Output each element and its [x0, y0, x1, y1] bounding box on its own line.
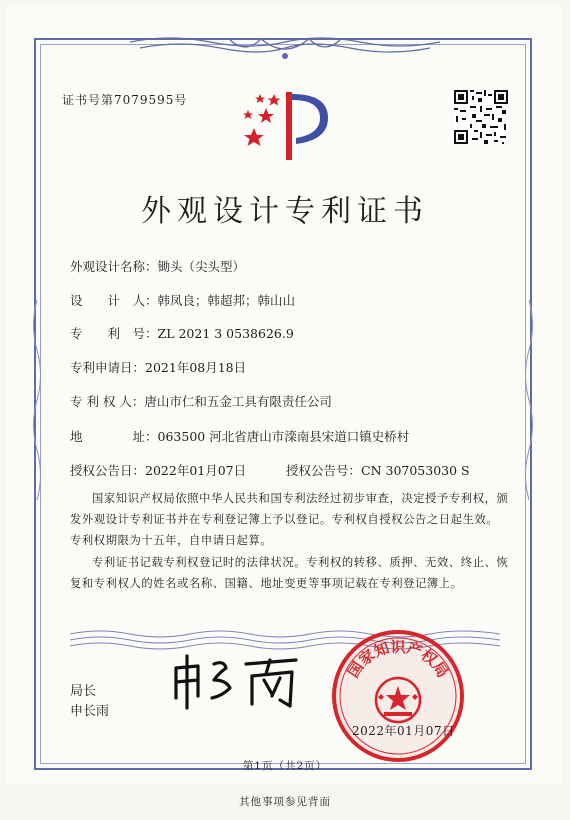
patent-number-value: ZL 2021 3 0538626.9: [157, 326, 294, 341]
right-ornament: [522, 300, 536, 500]
grant-number-row: [286, 461, 470, 479]
top-ornament: [130, 34, 440, 64]
official-title: 局长: [70, 684, 97, 699]
design-name-label: 外观设计名称：: [70, 259, 158, 274]
back-note: 其他事项参见背面: [239, 796, 331, 808]
grant-date-row: [70, 461, 246, 479]
certificate-number: 证书号第7079595号: [62, 93, 188, 107]
patent-number-row: [70, 324, 294, 342]
filing-date-row: [70, 358, 246, 376]
address-row: [70, 427, 409, 445]
grant-statement: 国家知识产权局依照中华人民共和国专利法经过初步审查，决定授予专利权，颁发外观设计专利证书并在专利登记簿上予以登记。专利权自授权公告之日起生效。专利权期限为十五年，自申请日起算。: [70, 492, 509, 547]
qr-code: [454, 90, 508, 144]
patent-number-label: 专 利 号：: [70, 326, 158, 341]
grant-date-label: 授权公告日：: [70, 463, 146, 478]
svg-text:国家知识产权局: 国家知识产权局: [343, 638, 453, 681]
address-value: 063500 河北省唐山市滦南县宋道口镇史桥村: [157, 429, 410, 444]
patentee-value: 唐山市仁和五金工具有限责任公司: [144, 394, 332, 409]
legal-status-statement: 专利证书记载专利权登记时的法律状况。专利权的转移、质押、无效、终止、恢复和专利权人的姓名或名称、国籍、地址变更等事项记载在专利登记簿上。: [70, 556, 509, 590]
filing-date-value: 2021年08月18日: [145, 360, 247, 375]
grant-date-value: 2022年01月07日: [145, 463, 247, 478]
official-seal: [330, 628, 466, 764]
designer-value: 韩凤良；韩超邦；韩山山: [157, 293, 296, 308]
official-name: 申长雨: [70, 704, 110, 719]
address-label: 地 址：: [70, 429, 158, 444]
grant-number-label: 授权公告号：: [286, 463, 362, 478]
designer-row: [70, 291, 295, 309]
patentee-row: [70, 392, 332, 410]
grant-number-value: CN 307053030 S: [361, 463, 470, 478]
director-signature: [168, 650, 308, 712]
left-ornament: [30, 300, 44, 500]
patentee-label: 专 利 权 人：: [70, 394, 145, 409]
page-number: 第1页（共2页）: [242, 760, 328, 772]
certificate-title: 外观设计专利证书: [141, 194, 429, 229]
filing-date-label: 专利申请日：: [70, 360, 146, 375]
cnipa-logo: [230, 88, 340, 164]
design-name-row: [70, 257, 245, 275]
design-name-value: 锄头（尖头型）: [157, 259, 246, 274]
seal-date: 2022年01月07日: [352, 724, 455, 738]
designer-label: 设 计 人：: [70, 293, 158, 308]
